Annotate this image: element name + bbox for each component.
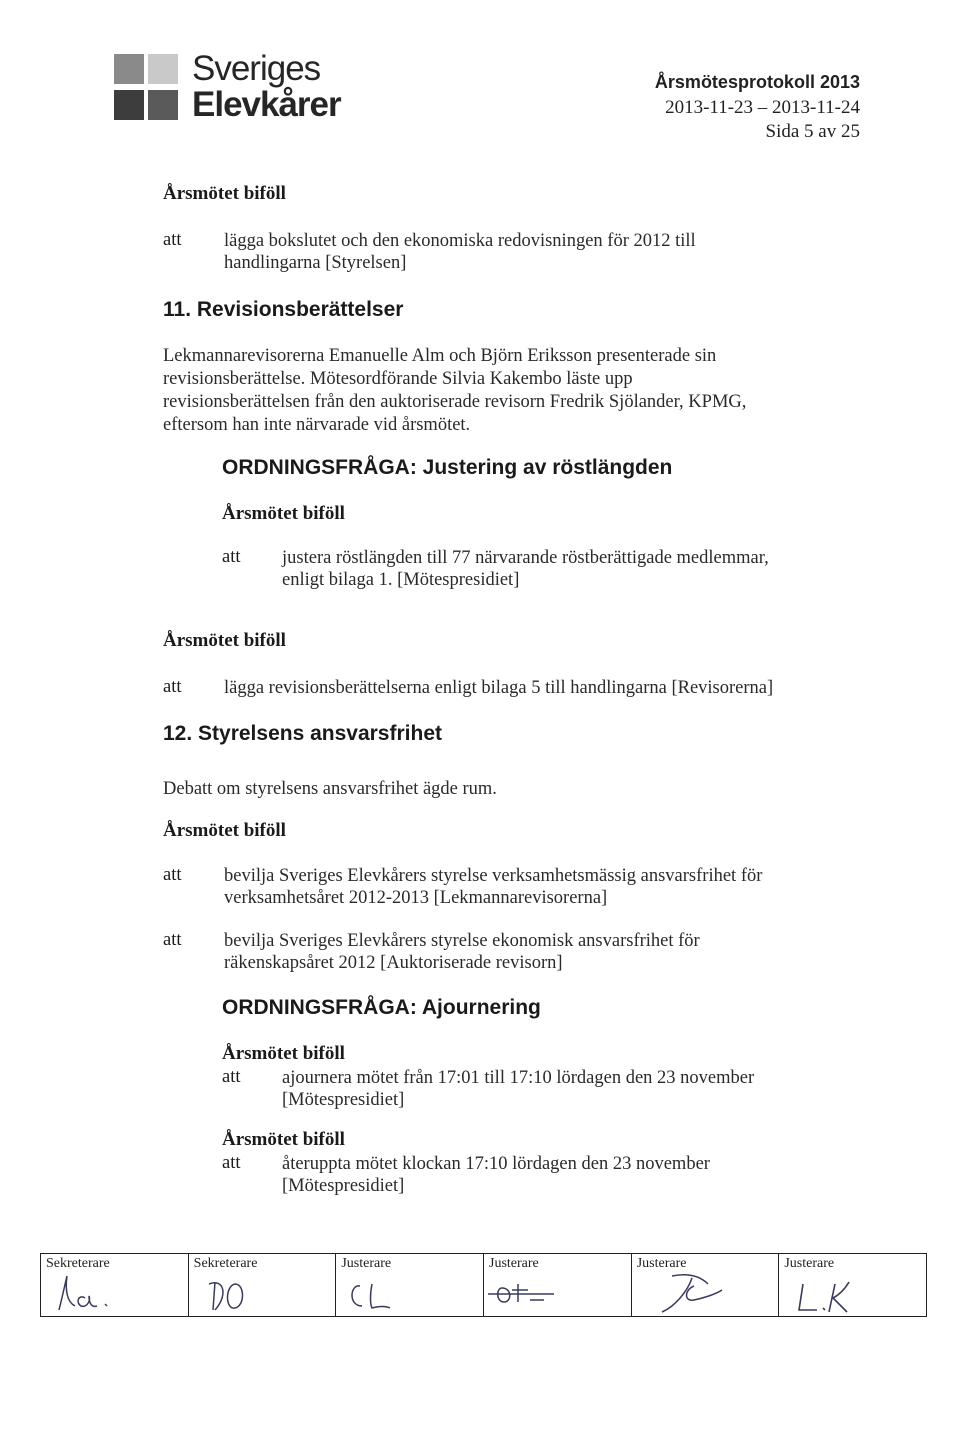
handwritten-signature-5 <box>632 1254 779 1314</box>
signature-cell-adjuster-2 <box>484 1254 632 1316</box>
decision-text: [Mötespresidiet] <box>282 1176 405 1196</box>
decision-text: handlingarna [Styrelsen] <box>224 253 407 273</box>
section-heading: 11. Revisionsberättelser <box>163 298 404 321</box>
decision-text: återuppta mötet klockan 17:10 lördagen den 23 november <box>282 1154 710 1174</box>
handwritten-signature-6 <box>779 1254 926 1314</box>
decision-text: justera röstlängden till 77 närvarande röstberättigade medlemmar, <box>282 548 769 568</box>
logo-text-line1: Sveriges <box>192 49 321 88</box>
decision-text: enligt bilaga 1. [Mötespresidiet] <box>282 570 520 590</box>
signature-role-label: Justerare <box>636 1256 687 1271</box>
ordningsfraga-heading: ORDNINGSFRÅGA: Ajournering <box>222 996 541 1019</box>
decision-text: [Mötespresidiet] <box>282 1090 405 1110</box>
decision-label: Årsmötet biföll <box>163 183 286 204</box>
att-label: att <box>222 1153 241 1173</box>
signature-cell-secretary-2 <box>189 1254 337 1316</box>
signature-cell-adjuster-4 <box>779 1254 926 1316</box>
att-label: att <box>163 865 182 885</box>
logo-square-1 <box>114 54 144 84</box>
decision-label: Årsmötet biföll <box>163 820 286 841</box>
decision-text: bevilja Sveriges Elevkårers styrelse ekonomisk ansvarsfrihet för <box>224 931 700 951</box>
document-dates: 2013-11-23 – 2013-11-24 <box>665 97 860 118</box>
decision-text: bevilja Sveriges Elevkårers styrelse verksamhetsmässig ansvarsfrihet för <box>224 866 763 886</box>
section-heading: 12. Styrelsens ansvarsfrihet <box>163 722 442 745</box>
paragraph-line: eftersom han inte närvarade vid årsmötet. <box>163 415 471 435</box>
signature-role-label: Sekreterare <box>193 1256 258 1271</box>
decision-text: verksamhetsåret 2012-2013 [Lekmannarevisorerna] <box>224 888 608 908</box>
decision-label: Årsmötet biföll <box>222 1129 345 1150</box>
decision-text: lägga bokslutet och den ekonomiska redovisningen för 2012 till <box>224 231 696 251</box>
att-label: att <box>163 930 182 950</box>
signature-role-label: Justerare <box>489 1256 539 1271</box>
logo-text-line2: Elevkårer <box>192 85 341 124</box>
handwritten-signature-2 <box>189 1254 336 1314</box>
organization-logo <box>112 50 352 130</box>
att-label: att <box>222 1067 241 1087</box>
signature-role-label: Justerare <box>784 1256 835 1271</box>
paragraph-line: Debatt om styrelsens ansvarsfrihet ägde rum. <box>163 779 497 799</box>
decision-label: Årsmötet biföll <box>222 503 345 524</box>
paragraph-line: revisionsberättelsen från den auktoriserade revisorn Fredrik Sjölander, KPMG, <box>163 392 747 412</box>
signature-role-label: Sekreterare <box>46 1256 110 1271</box>
document-title: Årsmötesprotokoll 2013 <box>654 72 860 92</box>
decision-label: Årsmötet biföll <box>163 630 286 651</box>
logo-square-4 <box>148 90 178 120</box>
decision-text: ajournera mötet från 17:01 till 17:10 lördagen den 23 november <box>282 1068 755 1088</box>
signature-cell-adjuster-3 <box>632 1254 780 1316</box>
decision-text: räkenskapsåret 2012 [Auktoriserade revisorn] <box>224 953 563 973</box>
paragraph-line: Lekmannarevisorerna Emanuelle Alm och Björn Eriksson presenterade sin <box>163 346 717 366</box>
page-number: Sida 5 av 25 <box>765 121 860 142</box>
att-label: att <box>163 677 182 697</box>
logo-square-2 <box>148 54 178 84</box>
att-label: att <box>222 547 241 567</box>
decision-label: Årsmötet biföll <box>222 1043 345 1064</box>
signature-cell-secretary-1 <box>41 1254 189 1316</box>
handwritten-signature-4 <box>484 1254 631 1314</box>
signature-cell-adjuster-1 <box>336 1254 484 1316</box>
decision-text: lägga revisionsberättelserna enligt bilaga 5 till handlingarna [Revisorerna] <box>224 678 774 698</box>
handwritten-signature-3 <box>336 1254 483 1314</box>
signature-table <box>40 1253 927 1317</box>
handwritten-signature-1 <box>41 1254 188 1314</box>
logo-square-3 <box>114 90 144 120</box>
signature-role-label: Justerare <box>341 1256 392 1271</box>
att-label: att <box>163 230 182 250</box>
ordningsfraga-heading: ORDNINGSFRÅGA: Justering av röstlängden <box>222 456 673 479</box>
paragraph-line: revisionsberättelse. Mötesordförande Silvia Kakembo läste upp <box>163 369 633 389</box>
